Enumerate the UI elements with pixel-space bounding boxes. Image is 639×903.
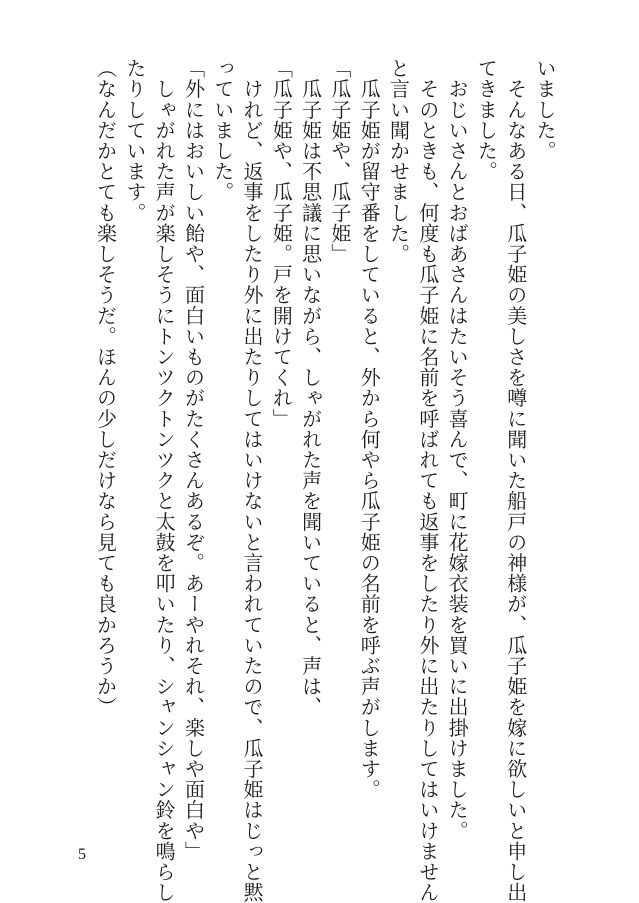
text-line: そんなある日、瓜子姫の美しさを噂に聞いた船戸の神様が、瓜子姫を嫁に欲しいと申し出 — [503, 58, 528, 903]
text-line: てきました。 — [474, 58, 499, 182]
text-line: おじいさんとおばあさんはたいそう喜んで、町に花嫁衣装を買いに出掛けました。 — [445, 58, 470, 841]
text-line: しゃがれた声が楽しそうにトンツクトンツクと太鼓を叩いたり、シャンシャン鈴を鳴らし — [152, 58, 177, 903]
page-number: 5 — [78, 846, 86, 863]
text-line: 「瓜子姫や、瓜子姫」 — [327, 58, 352, 264]
text-line: たりしています。 — [122, 58, 147, 223]
text-line: っていました。 — [210, 58, 235, 203]
text-line: （なんだかとても楽しそうだ。ほんの少しだけなら見ても良かろうか） — [93, 58, 118, 718]
text-line: いました。 — [533, 58, 557, 161]
text-line: 瓜子姫が留守番をしていると、外から何やら瓜子姫の名前を呼ぶ声がします。 — [357, 58, 382, 800]
text-line: 「瓜子姫や、瓜子姫。戸を開けてくれ」 — [269, 58, 294, 429]
text-line: そのときも、何度も瓜子姫に名前を呼ばれても返事をしたり外に出たりしてはいけません — [415, 58, 440, 903]
text-line: 「外にはおいしい飴や、面白いものがたくさんあるぞ。あーやれそれ、楽しや面白や」 — [181, 58, 206, 862]
text-line: と言い聞かせました。 — [386, 58, 411, 264]
text-line: けれど、返事をしたり外に出たりしてはいけないと言われていたので、瓜子姫はじっと黙 — [240, 58, 265, 903]
vertical-body-text — [83, 58, 559, 903]
text-line: 瓜子姫は不思議に思いながら、しゃがれた声を聞いていると、声は、 — [298, 58, 323, 718]
